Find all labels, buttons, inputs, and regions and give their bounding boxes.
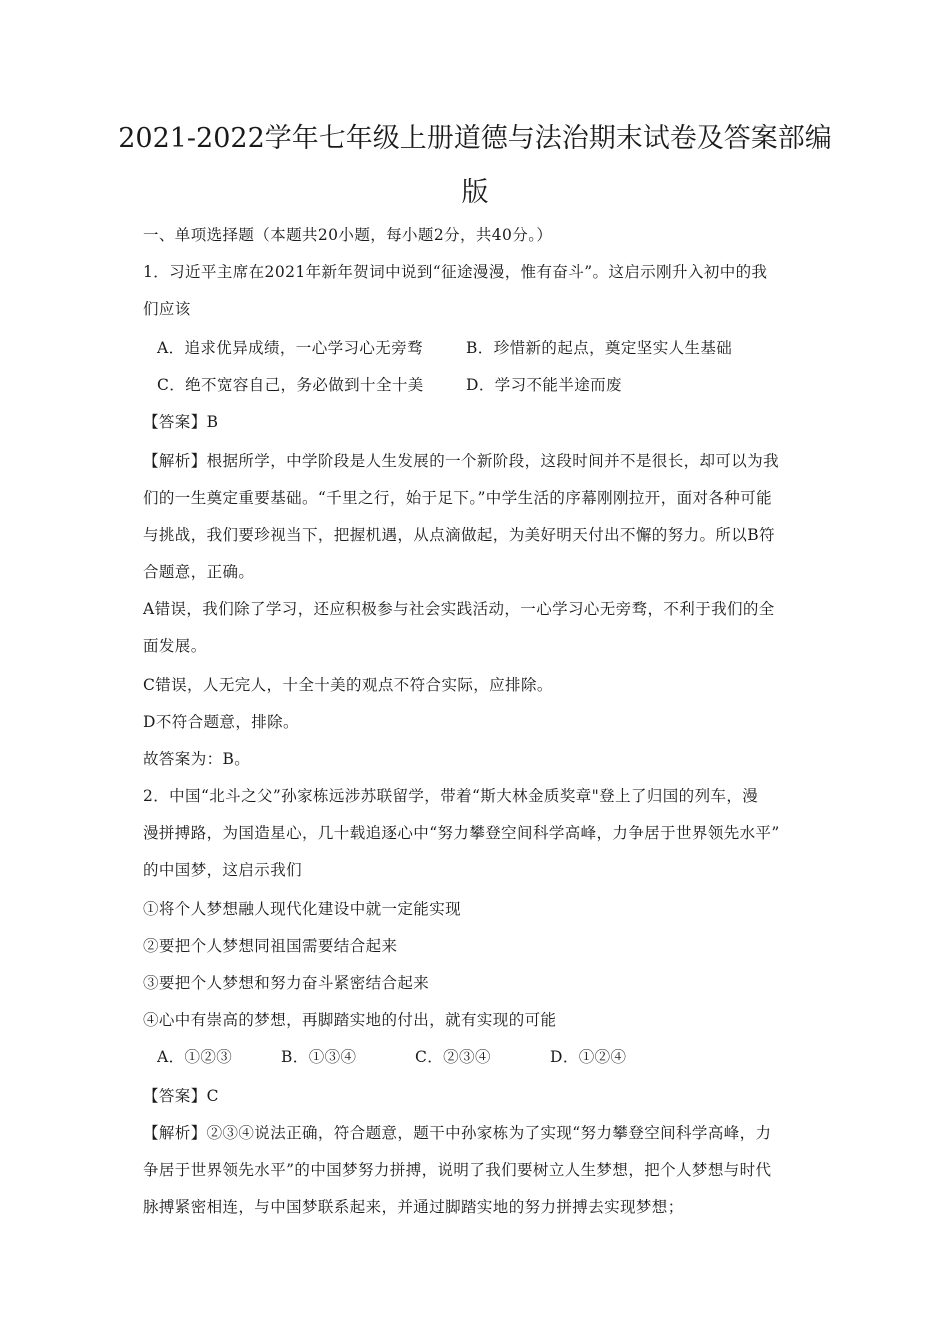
- q1-conclusion: 故答案为：B。: [143, 750, 251, 768]
- q2-option-b: B．①③④: [281, 1048, 357, 1066]
- q2-item-2: ②要把个人梦想同祖国需要结合起来: [143, 937, 398, 955]
- q1-answer: 【答案】B: [143, 413, 219, 431]
- q2-stem-line-2: 漫拼搏路，为国造星心，几十载追逐心中“努力攀登空间科学高峰，力争居于世界领先水平”: [143, 824, 780, 842]
- q2-stem-line-1: 2．中国“北斗之父”孙家栋远涉苏联留学，带着“斯大林金质奖章"登上了归国的列车，漫: [143, 787, 759, 805]
- q1-stem-line-2: 们应该: [143, 300, 191, 318]
- q2-analysis-line-3: 脉搏紧密相连，与中国梦联系起来，并通过脚踏实地的努力拼搏去实现梦想；: [143, 1198, 684, 1216]
- title-line-2: 版: [461, 177, 489, 208]
- q1-analysis-line-3: 与挑战，我们要珍视当下，把握机遇，从点滴做起，为美好明天付出不懈的努力。所以B符: [143, 526, 775, 544]
- q2-answer: 【答案】C: [143, 1087, 219, 1105]
- q2-item-3: ③要把个人梦想和努力奋斗紧密结合起来: [143, 974, 430, 992]
- q1-analysis-line-1: 【解析】根据所学，中学阶段是人生发展的一个新阶段，这段时间并不是很长，却可以为我: [143, 452, 780, 470]
- q1-analysis-line-7: C错误，人无完人，十全十美的观点不符合实际，应排除。: [143, 676, 553, 694]
- q1-stem-line-1: 1．习近平主席在2021年新年贺词中说到“征途漫漫，惟有奋斗”。这启示刚升入初中的我: [143, 263, 768, 281]
- q1-option-b: B．珍惜新的起点，奠定坚实人生基础: [466, 339, 733, 357]
- title-line-1: 2021-2022学年七年级上册道德与法治期末试卷及答案部编: [118, 123, 832, 154]
- q2-item-4: ④心中有崇高的梦想，再脚踏实地的付出，就有实现的可能: [143, 1011, 557, 1029]
- q1-analysis-line-2: 们的一生奠定重要基础。“千里之行，始于足下。”中学生活的序幕刚刚拉开，面对各种可能: [143, 489, 773, 507]
- q1-option-a: A．追求优异成绩，一心学习心无旁骛: [157, 339, 423, 357]
- q1-option-d: D．学习不能半途而废: [466, 376, 622, 394]
- q2-item-1: ①将个人梦想融人现代化建设中就一定能实现: [143, 900, 462, 918]
- q1-analysis-line-5: A错误，我们除了学习，还应积极参与社会实践活动，一心学习心无旁骛，不利于我们的全: [143, 600, 775, 618]
- q1-option-c: C．绝不宽容自己，务必做到十全十美: [157, 376, 424, 394]
- q2-stem-line-3: 的中国梦，这启示我们: [143, 861, 303, 879]
- q2-option-d: D．①②④: [550, 1048, 627, 1066]
- page-title: [100, 112, 850, 220]
- q1-analysis-line-8: D不符合题意，排除。: [143, 713, 299, 731]
- q2-option-c: C．②③④: [415, 1048, 491, 1066]
- q2-analysis-line-1: 【解析】②③④说法正确，符合题意，题干中孙家栋为了实现“努力攀登空间科学高峰，力: [143, 1124, 772, 1142]
- section-heading: 一、单项选择题（本题共20小题，每小题2分，共40分。）: [143, 226, 553, 244]
- q1-analysis-line-6: 面发展。: [143, 637, 207, 655]
- q2-analysis-line-2: 争居于世界领先水平”的中国梦努力拼搏，说明了我们要树立人生梦想，把个人梦想与时代: [143, 1161, 772, 1179]
- q2-option-a: A．①②③: [157, 1048, 233, 1066]
- q1-analysis-line-4: 合题意，正确。: [143, 563, 255, 581]
